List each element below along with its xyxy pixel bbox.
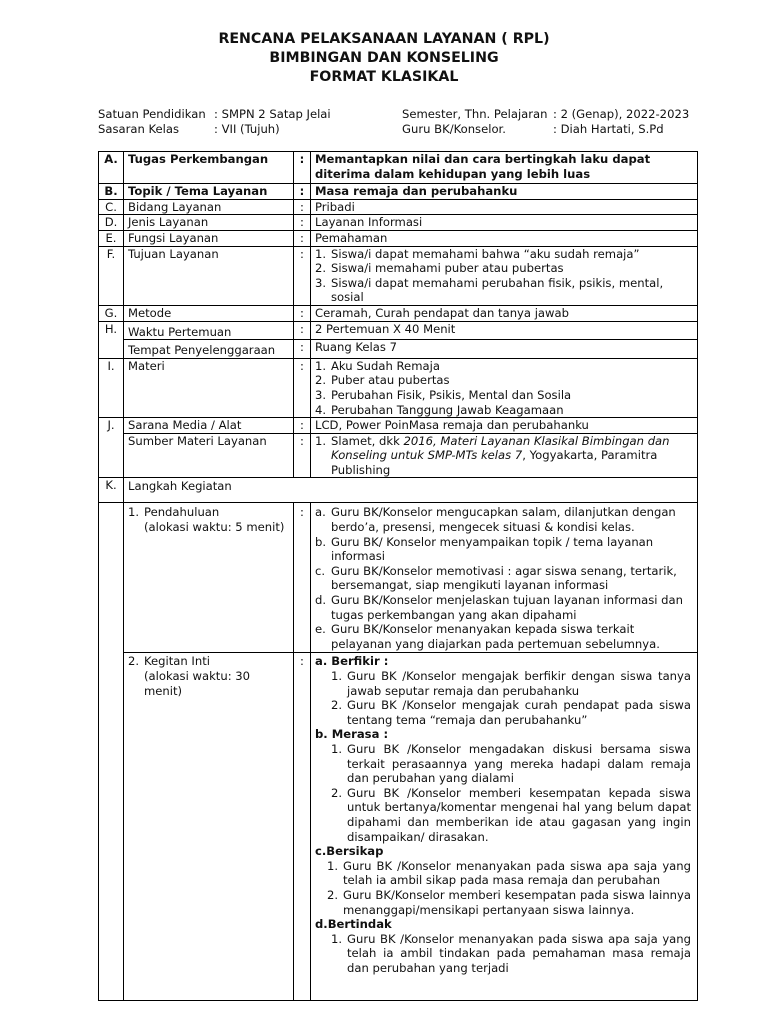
row-tempat <box>99 340 698 359</box>
row-value: Layanan Informasi <box>311 215 698 231</box>
colon: : <box>294 246 311 305</box>
sasaran-label: Sasaran Kelas <box>98 122 180 136</box>
satuan-value: : SMPN 2 Satap Jelai <box>214 107 331 121</box>
row-letter: F. <box>99 246 124 305</box>
colon: : <box>294 230 311 246</box>
section-heading: d.Bertindak <box>315 917 392 932</box>
title-line-1: RENCANA PELAKSANAAN LAYANAN ( RPL) <box>218 31 550 47</box>
list-item: 4. Perubahan Tanggung Jawab Keagamaan <box>315 402 564 417</box>
list-item: 1. Aku Sudah Remaja <box>315 358 440 373</box>
section-heading: c.Bersikap <box>315 844 384 859</box>
list-item: 1. Siswa/i dapat memahami bahwa “aku sudah remaja” <box>315 246 640 261</box>
row-label: Topik / Tema Layanan <box>124 184 294 200</box>
row-value: Ceramah, Curah pendapat dan tanya jawab <box>311 305 698 321</box>
row-letter: K. <box>99 478 124 503</box>
satuan-label: Satuan Pendidikan <box>98 107 206 121</box>
inti-label: 2. Kegitan Inti (alokasi waktu: 30 menit) <box>124 653 294 1001</box>
list-item: 2. Guru BK/Konselor memberi kesempatan pada siswa lainnya menanggapi/mensikapi pertanyaan siswa lainnya. <box>327 887 691 917</box>
list-item: 1. Guru BK /Konselor menanyakan pada siswa apa saja yang telah ia ambil tindakan pada pemahaman masa remaja dan perubahan yang terjadi <box>331 931 691 975</box>
semester-label: Semester, Thn. Pelajaran <box>402 107 548 121</box>
row-value: LCD, Power PoinMasa remaja dan perubahanku <box>311 418 698 434</box>
guru-label: Guru BK/Konselor. <box>402 122 506 136</box>
list-item: 1. Guru BK /Konselor menanyakan pada siswa apa saja yang telah ia ambil sikap pada masa remaja dan perubahan <box>327 858 691 888</box>
row-value <box>311 358 698 417</box>
row-value: 2 Pertemuan X 40 Menit <box>311 321 698 340</box>
row-value: Masa remaja dan perubahanku <box>311 184 698 200</box>
list-item: 2. Puber atau pubertas <box>315 373 450 388</box>
row-letter: B. <box>99 184 124 200</box>
row-value: Memantapkan nilai dan cara bertingkah laku dapat diterima dalam kehidupan yang lebih luas <box>311 152 698 184</box>
row-bidang <box>99 199 698 215</box>
row-fungsi <box>99 230 698 246</box>
list-item: 1. Guru BK /Konselor mengadakan diskusi bersama siswa terkait perasaannya yang mereka hadapi dalam remaja dan perubahan yang dialami <box>331 741 691 786</box>
colon: : <box>294 433 311 478</box>
row-label: Tugas Perkembangan <box>124 152 294 184</box>
row-letter: E. <box>99 230 124 246</box>
row-value: Pribadi <box>311 199 698 215</box>
list-item: c. Guru BK/Konselor memotivasi : agar siswa senang, tertarik, bersemangat, siap mengikuti layanan informasi <box>315 563 677 593</box>
document-title <box>0 30 768 87</box>
row-value: Pemahaman <box>311 230 698 246</box>
pendahuluan-steps <box>311 503 698 653</box>
row-label: Tujuan Layanan <box>124 246 294 305</box>
row-letter: G. <box>99 305 124 321</box>
row-label: Metode <box>124 305 294 321</box>
row-value <box>311 246 698 305</box>
list-item: 2. Guru BK /Konselor mengajak curah pendapat pada siswa tentang tema “remaja dan perubahanku” <box>331 698 691 727</box>
colon: : <box>294 184 311 200</box>
row-label: Materi <box>124 358 294 417</box>
list-item: e. Guru BK/Konselor menanyakan kepada siswa terkait pelayanan yang diajarkan pada pertemuan sebelumnya. <box>315 622 660 651</box>
row-tugas-perkembangan <box>99 152 698 184</box>
title-line-3: FORMAT KLASIKAL <box>309 69 459 85</box>
row-letter: J. <box>99 418 124 478</box>
row-label: Tempat Penyelenggaraan <box>124 340 294 359</box>
colon: : <box>294 215 311 231</box>
list-item: 1. Guru BK /Konselor mengajak berfikir dengan siswa tanya jawab seputar remaja dan perubahanku <box>331 669 691 698</box>
row-label: Jenis Layanan <box>124 215 294 231</box>
row-value <box>311 433 698 478</box>
row-letter: I. <box>99 358 124 417</box>
semester-value: : 2 (Genap), 2022-2023 <box>553 107 690 121</box>
row-materi <box>99 358 698 417</box>
row-letter: D. <box>99 215 124 231</box>
list-item: b. Guru BK/ Konselor menyampaikan topik / tema layanan informasi <box>315 534 654 564</box>
row-inti <box>99 653 698 1001</box>
row-sarana <box>99 418 698 434</box>
row-letter: A. <box>99 152 124 184</box>
colon: : <box>294 321 311 340</box>
section-heading: b. Merasa : <box>315 727 389 742</box>
row-jenis <box>99 215 698 231</box>
row-sumber <box>99 433 698 478</box>
row-label: Sarana Media / Alat <box>124 418 294 434</box>
colon: : <box>294 199 311 215</box>
row-label: Fungsi Layanan <box>124 230 294 246</box>
row-label: Waktu Pertemuan <box>124 321 294 340</box>
list-item: 3. Perubahan Fisik, Psikis, Mental dan Sosila <box>315 387 572 402</box>
list-item: 1. Slamet, dkk 2016, Materi Layanan Klasikal Bimbingan dan Konseling untuk SMP-MTs kelas 7, Yogyakarta, Paramitra Publishing <box>315 433 670 477</box>
list-item: 2. Guru BK /Konselor memberi kesempatan kepada siswa untuk bertanya/komentar mengenai hal yang belum dapat dipahami dan memberikan ide atau gagasan yang ingin disampaikan/ dirasakan. <box>331 785 691 844</box>
row-metode <box>99 305 698 321</box>
row-langkah <box>99 478 698 503</box>
list-item: 3. Siswa/i dapat memahami perubahan fisik, psikis, mental, sosial <box>315 275 664 305</box>
row-label: Bidang Layanan <box>124 199 294 215</box>
list-item: a. Guru BK/Konselor mengucapkan salam, dilanjutkan dengan berdo’a, presensi, mengecek situasi & kondisi kelas. <box>315 505 676 535</box>
row-waktu <box>99 321 698 340</box>
colon: : <box>294 152 311 184</box>
row-label: Langkah Kegiatan <box>124 478 698 503</box>
inti-steps <box>311 653 698 1001</box>
colon: : <box>294 653 311 1001</box>
row-tujuan <box>99 246 698 305</box>
section-heading: a. Berfikir : <box>315 654 389 669</box>
row-pendahuluan <box>99 503 698 653</box>
guru-value: : Diah Hartati, S.Pd <box>553 122 664 136</box>
list-item: 2. Siswa/i memahami puber atau pubertas <box>315 261 564 276</box>
colon: : <box>294 503 311 653</box>
rpl-table <box>98 151 698 1001</box>
row-value: Ruang Kelas 7 <box>311 340 698 359</box>
colon: : <box>294 340 311 359</box>
colon: : <box>294 358 311 417</box>
row-letter: H. <box>99 321 124 358</box>
row-label: Sumber Materi Layanan <box>124 433 294 478</box>
row-letter: C. <box>99 199 124 215</box>
title-line-2: BIMBINGAN DAN KONSELING <box>269 50 499 66</box>
list-item: d. Guru BK/Konselor menjelaskan tujuan layanan informasi dan tugas perkembangan yang akan dipahami <box>315 593 683 622</box>
sasaran-value: : VII (Tujuh) <box>214 122 280 136</box>
row-topik <box>99 184 698 200</box>
colon: : <box>294 418 311 434</box>
colon: : <box>294 305 311 321</box>
pendahuluan-label: 1. Pendahuluan (alokasi waktu: 5 menit) <box>124 503 294 653</box>
